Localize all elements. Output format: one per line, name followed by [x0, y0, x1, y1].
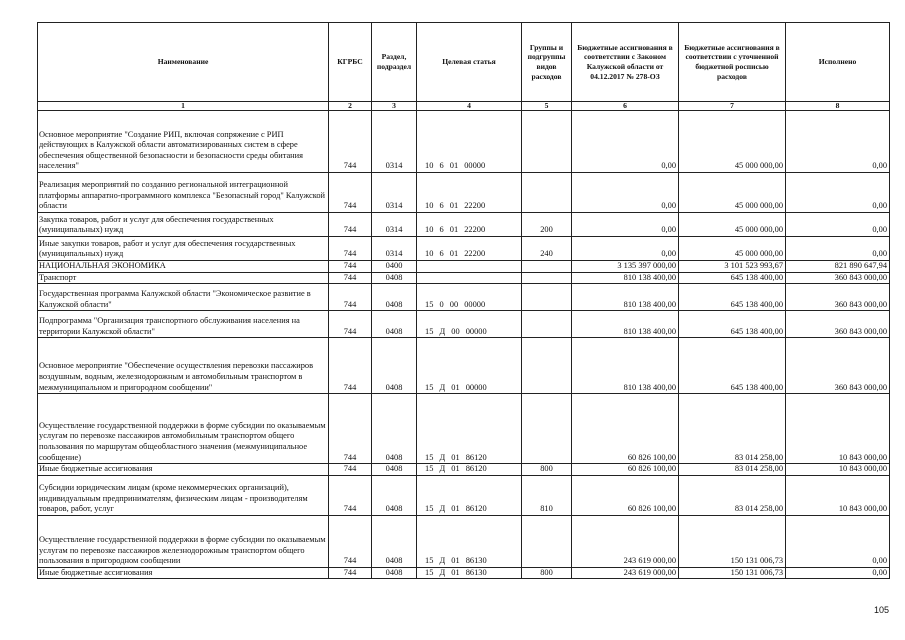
table-row	[38, 173, 890, 213]
row-name: Закупка товаров, работ и услуг для обеспечения государственных (муниципальных) нужд	[38, 213, 329, 237]
row-group: 800	[522, 567, 572, 579]
row-refined-amount: 3 101 523 993,67	[679, 261, 786, 273]
column-number: 7	[679, 102, 786, 111]
table-row	[38, 394, 890, 464]
row-kgrbs: 744	[329, 475, 372, 515]
table-row	[38, 237, 890, 261]
row-refined-amount: 45 000 000,00	[679, 213, 786, 237]
table-row	[38, 284, 890, 311]
table-row	[38, 567, 890, 579]
column-number: 4	[417, 102, 522, 111]
table-row	[38, 272, 890, 284]
row-group	[522, 272, 572, 284]
row-refined-amount: 45 000 000,00	[679, 173, 786, 213]
row-section: 0408	[372, 272, 417, 284]
header-executed: Исполнено	[786, 23, 890, 102]
row-kgrbs: 744	[329, 237, 372, 261]
row-kgrbs: 744	[329, 311, 372, 338]
row-name: Реализация мероприятий по созданию региональной интеграционной платформы аппаратно-программного комплекса "Безопасный город" Калужской области	[38, 173, 329, 213]
row-kgrbs: 744	[329, 284, 372, 311]
row-section: 0400	[372, 261, 417, 273]
row-group: 800	[522, 464, 572, 476]
row-name: Государственная программа Калужской области "Экономическое развитие в Калужской области"	[38, 284, 329, 311]
row-law-amount: 60 826 100,00	[572, 464, 679, 476]
row-executed-amount: 0,00	[786, 213, 890, 237]
row-section: 0408	[372, 338, 417, 394]
row-law-amount: 810 138 400,00	[572, 284, 679, 311]
row-refined-amount: 83 014 258,00	[679, 464, 786, 476]
column-number: 6	[572, 102, 679, 111]
row-name: Основное мероприятие "Обеспечение осуществления перевозки пассажиров воздушным, водным, железнодорожным и автомобильным транспортом в межмуниципальном и пригородном сообщении"	[38, 338, 329, 394]
column-number: 3	[372, 102, 417, 111]
row-section: 0408	[372, 394, 417, 464]
row-refined-amount: 150 131 006,73	[679, 515, 786, 567]
row-group	[522, 111, 572, 173]
row-executed-amount: 10 843 000,00	[786, 464, 890, 476]
row-section: 0408	[372, 515, 417, 567]
row-law-amount: 243 619 000,00	[572, 567, 679, 579]
row-kgrbs: 744	[329, 464, 372, 476]
row-section: 0314	[372, 213, 417, 237]
row-name: Иные закупки товаров, работ и услуг для обеспечения государственных (муниципальных) нужд	[38, 237, 329, 261]
row-law-amount: 60 826 100,00	[572, 475, 679, 515]
row-refined-amount: 150 131 006,73	[679, 567, 786, 579]
column-number: 5	[522, 102, 572, 111]
row-name: Иные бюджетные ассигнования	[38, 464, 329, 476]
row-kgrbs: 744	[329, 338, 372, 394]
column-number-row	[38, 102, 890, 111]
row-law-amount: 0,00	[572, 237, 679, 261]
header-kgrbs: КГРБС	[329, 23, 372, 102]
table-row	[38, 464, 890, 476]
row-section: 0314	[372, 237, 417, 261]
page-number: 105	[873, 605, 889, 615]
table-row	[38, 475, 890, 515]
table-row	[38, 111, 890, 173]
table-row	[38, 311, 890, 338]
column-number: 1	[38, 102, 329, 111]
table-row	[38, 515, 890, 567]
header-refined: Бюджетные ассигнования в соответствии с уточненной бюджетной росписью расходов	[679, 23, 786, 102]
row-law-amount: 0,00	[572, 213, 679, 237]
row-executed-amount: 10 843 000,00	[786, 394, 890, 464]
row-executed-amount: 0,00	[786, 567, 890, 579]
row-target: 15 Д 01 00000	[417, 338, 522, 394]
row-group: 240	[522, 237, 572, 261]
row-name: Иные бюджетные ассигнования	[38, 567, 329, 579]
row-refined-amount: 645 138 400,00	[679, 311, 786, 338]
row-executed-amount: 821 890 647,94	[786, 261, 890, 273]
row-law-amount: 810 138 400,00	[572, 338, 679, 394]
row-section: 0408	[372, 567, 417, 579]
row-law-amount: 810 138 400,00	[572, 311, 679, 338]
row-law-amount: 0,00	[572, 111, 679, 173]
row-target: 10 6 01 22200	[417, 213, 522, 237]
row-target: 15 0 00 00000	[417, 284, 522, 311]
row-group	[522, 311, 572, 338]
row-group	[522, 261, 572, 273]
row-executed-amount: 360 843 000,00	[786, 284, 890, 311]
row-group: 200	[522, 213, 572, 237]
row-refined-amount: 45 000 000,00	[679, 111, 786, 173]
row-target: 15 Д 00 00000	[417, 311, 522, 338]
row-section: 0408	[372, 475, 417, 515]
row-target: 15 Д 01 86130	[417, 515, 522, 567]
header-section: Раздел, подраздел	[372, 23, 417, 102]
row-target	[417, 272, 522, 284]
row-target	[417, 261, 522, 273]
row-executed-amount: 0,00	[786, 237, 890, 261]
row-section: 0408	[372, 284, 417, 311]
column-number: 2	[329, 102, 372, 111]
row-executed-amount: 360 843 000,00	[786, 311, 890, 338]
row-name: Осуществление государственной поддержки в форме субсидии по оказываемым услугам по перевозке пассажиров автомобильным транспортом общего пользования по маршрутам общеобластного значения (межмуниципальное сообщение)	[38, 394, 329, 464]
row-group: 810	[522, 475, 572, 515]
budget-table	[37, 22, 890, 579]
row-law-amount: 0,00	[572, 173, 679, 213]
row-kgrbs: 744	[329, 173, 372, 213]
row-refined-amount: 83 014 258,00	[679, 394, 786, 464]
row-refined-amount: 645 138 400,00	[679, 338, 786, 394]
row-kgrbs: 744	[329, 567, 372, 579]
row-refined-amount: 645 138 400,00	[679, 272, 786, 284]
row-target: 15 Д 01 86120	[417, 475, 522, 515]
row-law-amount: 810 138 400,00	[572, 272, 679, 284]
row-kgrbs: 744	[329, 394, 372, 464]
header-name: Наименование	[38, 23, 329, 102]
row-target: 10 6 01 22200	[417, 237, 522, 261]
row-executed-amount: 360 843 000,00	[786, 272, 890, 284]
row-section: 0314	[372, 173, 417, 213]
row-executed-amount: 0,00	[786, 515, 890, 567]
row-executed-amount: 360 843 000,00	[786, 338, 890, 394]
row-group	[522, 284, 572, 311]
row-executed-amount: 0,00	[786, 173, 890, 213]
row-target: 10 6 01 00000	[417, 111, 522, 173]
row-group	[522, 173, 572, 213]
row-section: 0314	[372, 111, 417, 173]
row-name: Транспорт	[38, 272, 329, 284]
row-group	[522, 515, 572, 567]
table-row	[38, 213, 890, 237]
column-number: 8	[786, 102, 890, 111]
table-row	[38, 338, 890, 394]
row-executed-amount: 10 843 000,00	[786, 475, 890, 515]
header-target: Целевая статья	[417, 23, 522, 102]
row-kgrbs: 744	[329, 272, 372, 284]
row-name: Осуществление государственной поддержки в форме субсидии по оказываемым услугам по перевозке пассажиров железнодорожным транспортом общего пользования в пригородном сообщении	[38, 515, 329, 567]
row-kgrbs: 744	[329, 111, 372, 173]
row-kgrbs: 744	[329, 261, 372, 273]
row-group	[522, 394, 572, 464]
header-law: Бюджетные ассигнования в соответствии с Законом Калужской области от 04.12.2017 № 278-ОЗ	[572, 23, 679, 102]
row-target: 10 6 01 22200	[417, 173, 522, 213]
table-body	[38, 111, 890, 579]
row-kgrbs: 744	[329, 213, 372, 237]
row-name: Субсидии юридическим лицам (кроме некоммерческих организаций), индивидуальным предпринимателям, физическим лицам - производителям товаров, работ, услуг	[38, 475, 329, 515]
header-groups: Группы и подгруппы видов расходов	[522, 23, 572, 102]
row-refined-amount: 645 138 400,00	[679, 284, 786, 311]
row-group	[522, 338, 572, 394]
row-name: Основное мероприятие "Создание РИП, включая сопряжение с РИП действующих в Калужской области автоматизированных систем в сфере обеспечения общественной безопасности и безопасности среды обитания населения"	[38, 111, 329, 173]
row-name: Подпрограмма "Организация транспортного обслуживания населения на территории Калужской области"	[38, 311, 329, 338]
row-target: 15 Д 01 86130	[417, 567, 522, 579]
row-law-amount: 60 826 100,00	[572, 394, 679, 464]
row-section: 0408	[372, 464, 417, 476]
row-executed-amount: 0,00	[786, 111, 890, 173]
row-target: 15 Д 01 86120	[417, 394, 522, 464]
row-law-amount: 3 135 397 000,00	[572, 261, 679, 273]
row-refined-amount: 45 000 000,00	[679, 237, 786, 261]
row-law-amount: 243 619 000,00	[572, 515, 679, 567]
row-name: НАЦИОНАЛЬНАЯ ЭКОНОМИКА	[38, 261, 329, 273]
row-section: 0408	[372, 311, 417, 338]
row-target: 15 Д 01 86120	[417, 464, 522, 476]
table-row	[38, 261, 890, 273]
header-row	[38, 23, 890, 102]
row-refined-amount: 83 014 258,00	[679, 475, 786, 515]
row-kgrbs: 744	[329, 515, 372, 567]
